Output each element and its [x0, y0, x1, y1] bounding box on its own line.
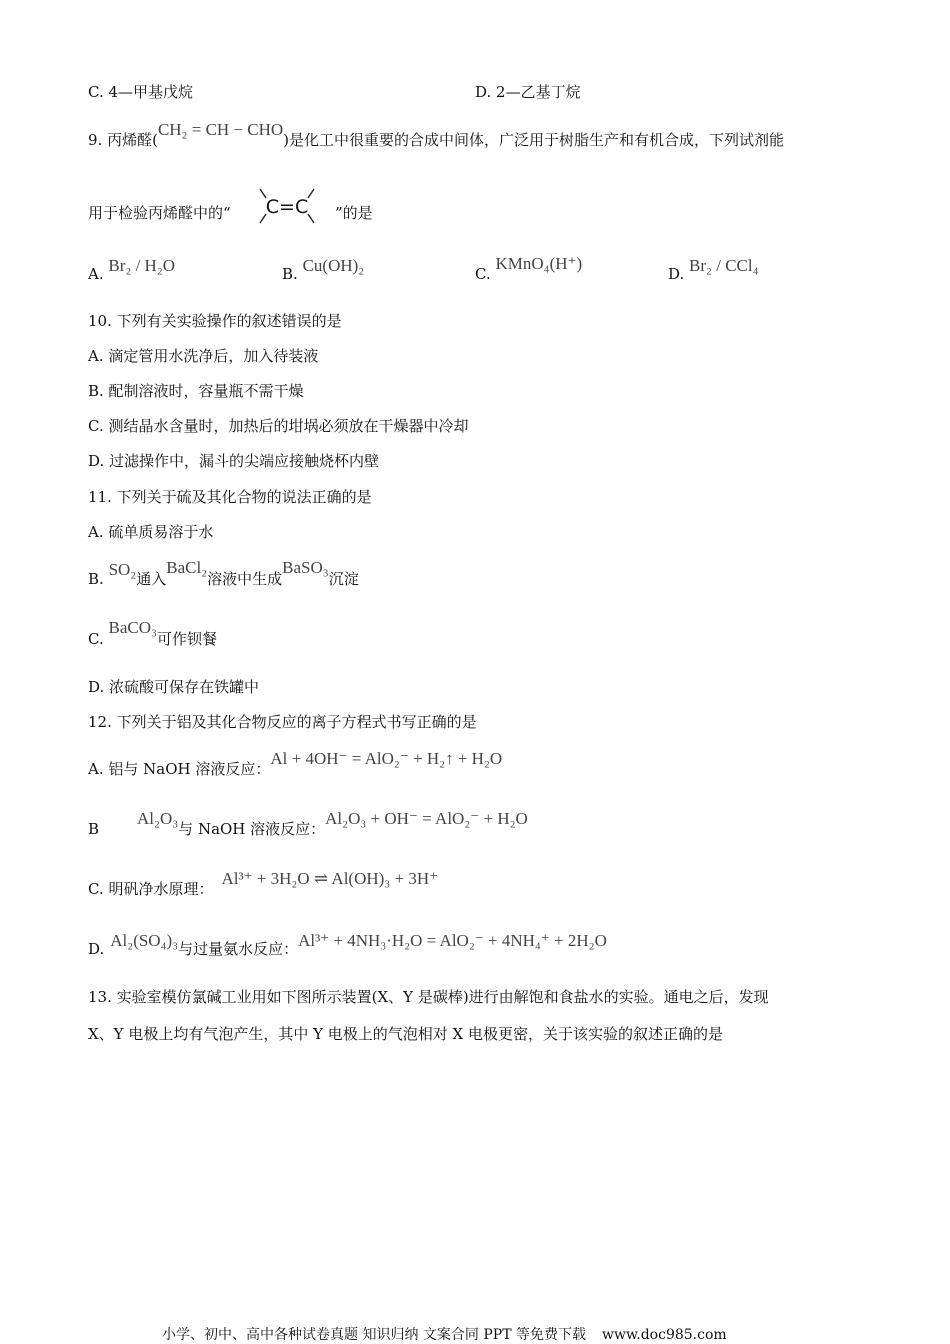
q12-option-c: C. 明矾净水原理：Al³⁺ + 3H₂O ⇌ Al(OH)₃ + 3H⁺ [88, 869, 439, 898]
q10-option-a: A. 滴定管用水洗净后，加入待装液 [88, 347, 319, 365]
q9-option-d: D. Br₂ / CCl₄ [668, 256, 759, 283]
q9-group-text: C=C [265, 196, 309, 218]
q13-line1: 13. 实验室模仿氯碱工业用如下图所示装置(X、Y 是碳棒)进行由解饱和食盐水的实验。通电之后，发现 [88, 988, 769, 1006]
q9-stem [88, 120, 785, 150]
page-footer [162, 1324, 727, 1344]
q12-option-a: A. 铝与 NaOH 溶液反应：Al + 4OH⁻ = AlO₂⁻ + H₂↑ + H₂O [88, 749, 503, 778]
q8-option-c: C. 4—甲基戊烷 [88, 83, 194, 101]
footer-text: 小学、初中、高中各种试卷真题 知识归纳 文案合同 PPT 等免费下载 [162, 1327, 586, 1343]
q9-option-a: A. Br₂ / H₂O [88, 256, 176, 283]
q12-option-b: BAl₂O₃与 NaOH 溶液反应：Al₂O₃ + OH⁻ = AlO₂⁻ + H₂O [88, 809, 528, 838]
q9-option-c: C. KMnO₄(H⁺) [475, 254, 583, 283]
q11-option-d: D. 浓硫酸可保存在铁罐中 [88, 678, 260, 696]
q8-option-d: D. 2—乙基丁烷 [475, 83, 581, 101]
q13-line2: X、Y 电极上均有气泡产生，其中 Y 电极上的气泡相对 X 电极更密，关于该实验的叙述正确的是 [88, 1025, 724, 1043]
q10-option-b: B. 配制溶液时，容量瓶不需干燥 [88, 382, 304, 400]
q9-stem-rest: )是化工中很重要的合成中间体，广泛用于树脂生产和有机合成，下列试剂能 [283, 131, 785, 149]
q12-option-d: D. Al₂(SO₄)₃与过量氨水反应：Al³⁺ + 4NH₃·H₂O = AlO₂⁻ + 4NH₄⁺ + 2H₂O [88, 931, 607, 958]
q12-stem: 12. 下列关于铝及其化合物反应的离子方程式书写正确的是 [88, 713, 477, 731]
q11-stem: 11. 下列关于硫及其化合物的说法正确的是 [88, 488, 372, 506]
q9-formula: CH₂ = CH − CHO [157, 120, 284, 139]
q11-option-a: A. 硫单质易溶于水 [88, 523, 214, 541]
q10-option-d: D. 过滤操作中，漏斗的尖端应接触烧杯内壁 [88, 452, 380, 470]
q9-number: 9. 丙烯醛( [88, 131, 158, 149]
q9-double-bond-figure [256, 186, 318, 226]
q11-option-c: C. BaCO₃可作钡餐 [88, 618, 217, 648]
footer-url[interactable]: www.doc985.com [601, 1327, 727, 1343]
q10-option-c: C. 测结晶水含量时，加热后的坩埚必须放在干燥器中冷却 [88, 417, 469, 435]
q9-line2 [88, 203, 231, 223]
q9-line2-end: ”的是 [335, 204, 373, 222]
q10-stem: 10. 下列有关实验操作的叙述错误的是 [88, 312, 342, 330]
q9-option-b: B. Cu(OH)₂ [282, 256, 365, 283]
q9-line2-text: 用于检验丙烯醛中的“ [88, 204, 231, 222]
q11-option-b: B. SO₂通入BaCl₂溶液中生成BaSO₃沉淀 [88, 558, 359, 588]
